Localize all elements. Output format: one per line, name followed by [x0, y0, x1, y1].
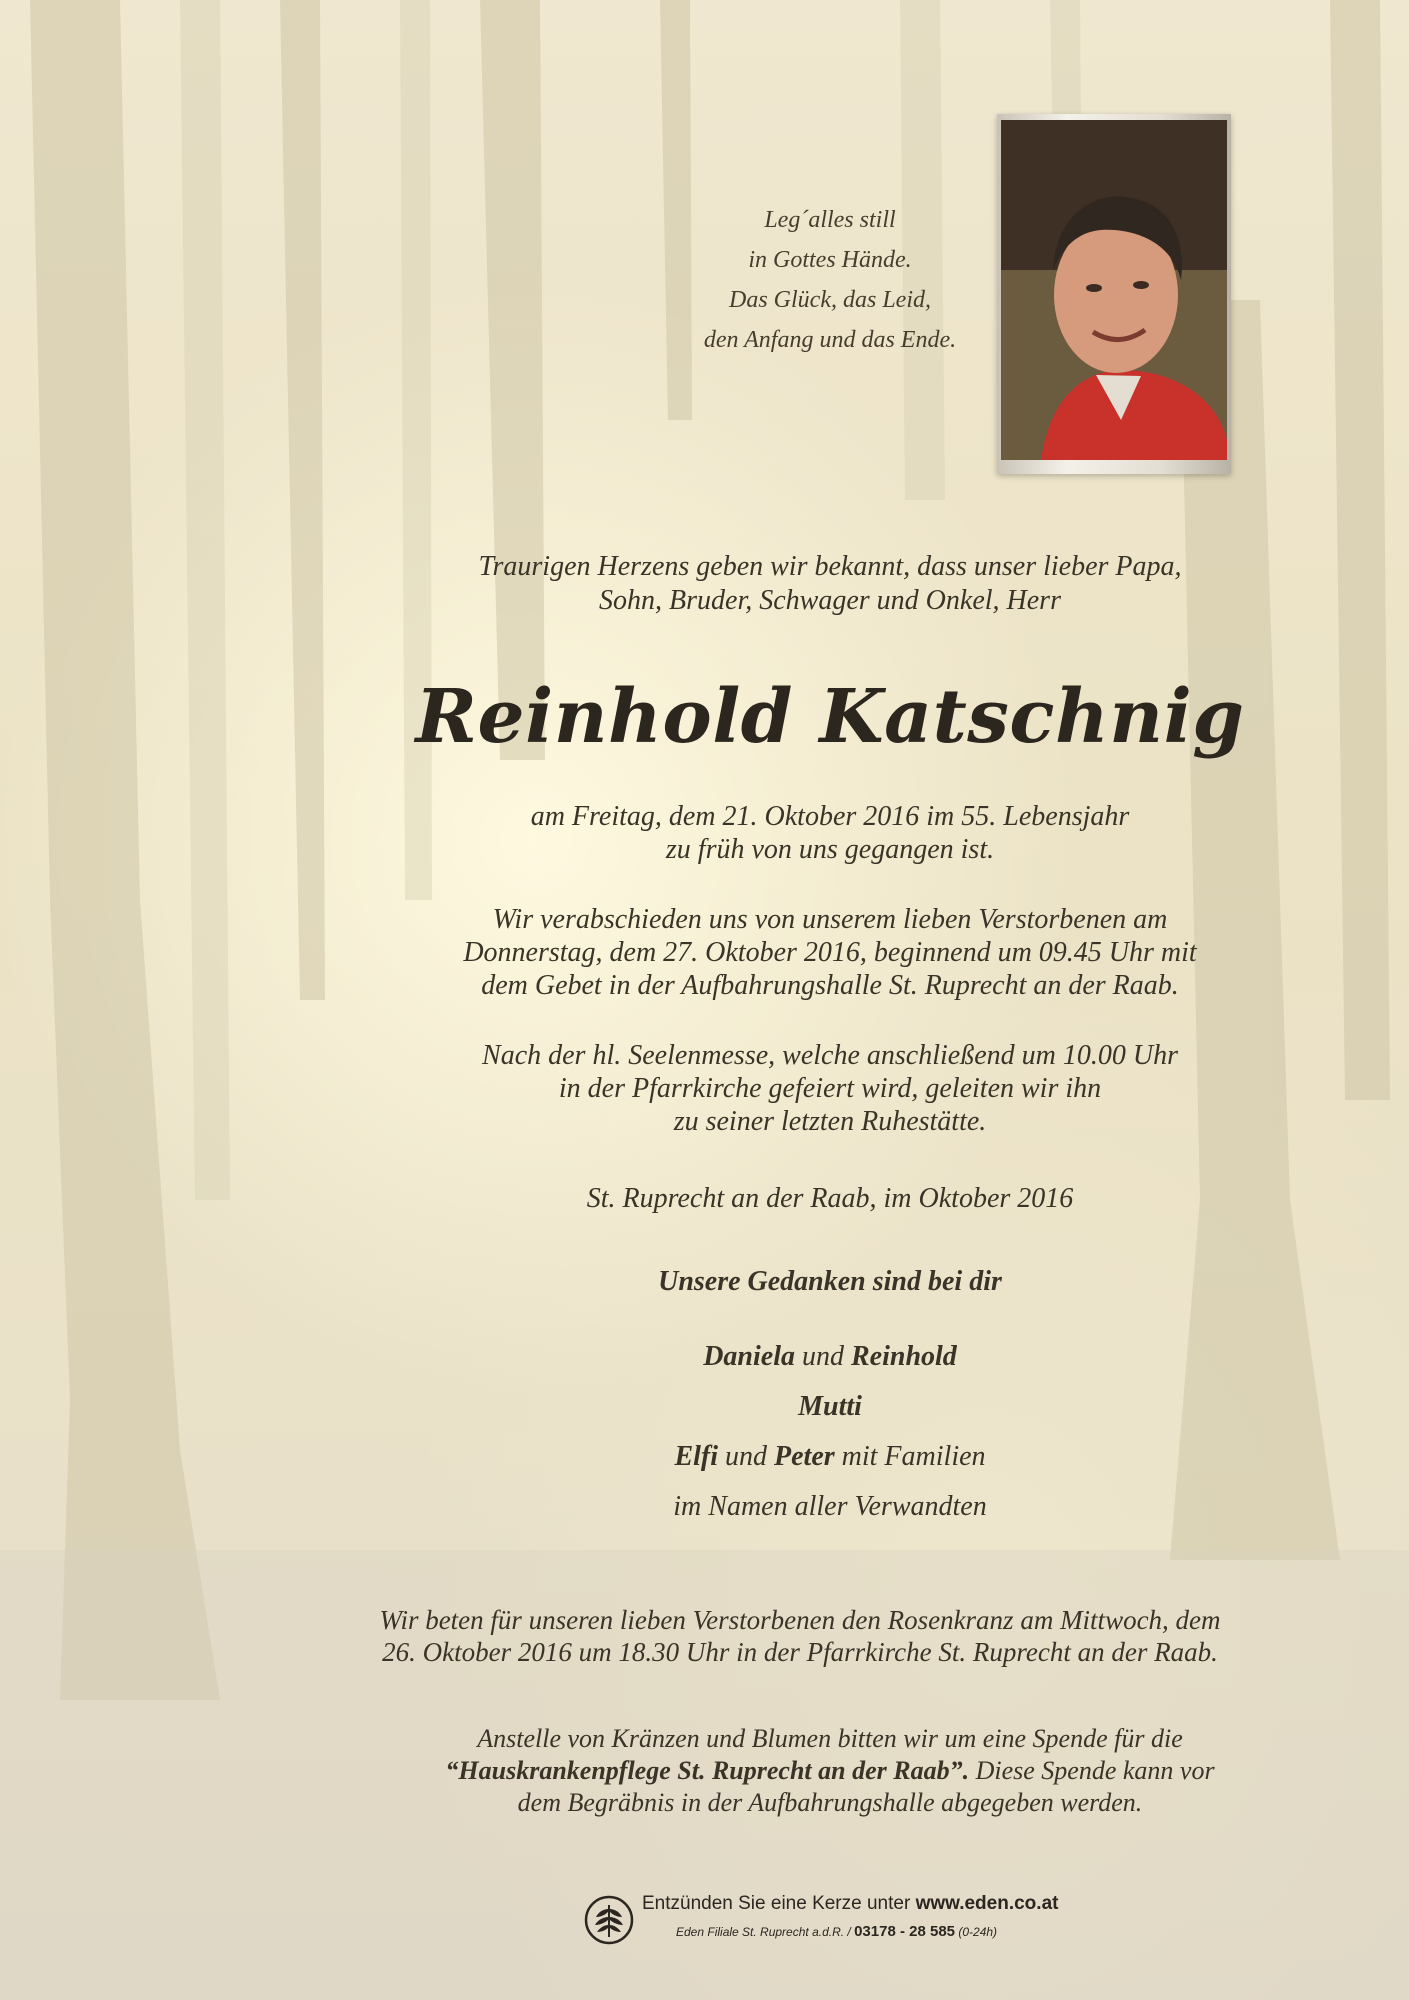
donation-line: dem Begräbnis in der Aufbahrungshalle abgegeben werden.: [517, 1788, 1143, 1817]
portrait-photo: [1001, 120, 1227, 460]
mass-paragraph: [380, 1039, 1280, 1138]
rosary-line: 26. Oktober 2016 um 18.30 Uhr in der Pfarrkirche St. Ruprecht an der Raab.: [382, 1637, 1218, 1667]
donation-line: [340, 1755, 1320, 1787]
motto-line: in Gottes Hände.: [748, 247, 912, 273]
eden-leaf-logo-icon: [584, 1895, 634, 1945]
mass-line: Nach der hl. Seelenmesse, welche anschließend um 10.00 Uhr: [482, 1040, 1178, 1071]
branch-line: [676, 1923, 997, 1940]
mourner-name: Mutti: [798, 1391, 862, 1422]
death-notice: [380, 800, 1280, 866]
death-notice-line: am Freitag, dem 21. Oktober 2016 im 55. Lebensjahr: [530, 801, 1130, 832]
mourner-line: [380, 1332, 1280, 1382]
donation-notice: [340, 1723, 1320, 1819]
portrait-frame: [997, 114, 1231, 474]
connector-text: und: [794, 1341, 851, 1372]
donation-organization: “Hauskrankenpflege St. Ruprecht an der Raab”.: [445, 1756, 970, 1785]
rosary-line: Wir beten für unseren lieben Verstorbenen den Rosenkranz am Mittwoch, dem: [379, 1605, 1221, 1635]
motto-line: den Anfang und das Ende.: [703, 327, 957, 353]
place-date: St. Ruprecht an der Raab, im Oktober 2016: [586, 1183, 1074, 1214]
connector-text: und: [718, 1441, 775, 1472]
motto-line: Das Glück, das Leid,: [729, 287, 931, 313]
donation-text: Diese Spende kann vor: [969, 1756, 1215, 1785]
branch-text: Eden Filiale St. Ruprecht a.d.R. /: [676, 1925, 855, 1939]
mourner-name: Daniela: [703, 1341, 795, 1372]
funeral-home-footer: [584, 1893, 1104, 1949]
farewell-line: dem Gebet in der Aufbahrungshalle St. Ruprecht an der Raab.: [481, 970, 1179, 1001]
donation-line: Anstelle von Kränzen und Blumen bitten wir um eine Spende für die: [477, 1724, 1183, 1753]
rosary-notice: [300, 1604, 1300, 1668]
website-link[interactable]: www.eden.co.at: [915, 1893, 1059, 1914]
candle-line: [642, 1893, 1058, 1915]
death-notice-line: zu früh von uns gegangen ist.: [665, 834, 995, 865]
intro-line: Sohn, Bruder, Schwager und Onkel, Herr: [599, 585, 1061, 616]
mourner-name: Elfi: [674, 1441, 719, 1472]
mourner-line: [380, 1382, 1280, 1432]
deceased-name: Reinhold Katschnig: [415, 674, 1245, 760]
mass-line: in der Pfarrkirche gefeiert wird, geleiten wir ihn: [558, 1073, 1102, 1104]
motto-line: Leg´alles still: [764, 207, 896, 233]
farewell-line: Wir verabschieden uns von unserem lieben Verstorbenen am: [492, 904, 1168, 935]
hours-text: (0-24h): [955, 1925, 998, 1939]
mourner-name: Peter: [774, 1441, 835, 1472]
announcement-intro: [380, 550, 1280, 618]
farewell-paragraph: [380, 903, 1280, 1002]
candle-text: Entzünden Sie eine Kerze unter: [642, 1893, 916, 1914]
mourner-line: [380, 1432, 1280, 1482]
phone-number: 03178 - 28 585: [854, 1923, 956, 1940]
relatives-line: im Namen aller Verwandten: [673, 1491, 987, 1522]
mourner-name: Reinhold: [850, 1341, 957, 1372]
farewell-line: Donnerstag, dem 27. Oktober 2016, beginnend um 09.45 Uhr mit: [463, 937, 1197, 968]
thoughts-heading: Unsere Gedanken sind bei dir: [658, 1266, 1002, 1297]
intro-line: Traurigen Herzens geben wir bekannt, dass unser lieber Papa,: [478, 551, 1182, 582]
connector-text: mit Familien: [834, 1441, 986, 1472]
mass-line: zu seiner letzten Ruhestätte.: [673, 1106, 987, 1137]
mourners-list: [380, 1332, 1280, 1532]
